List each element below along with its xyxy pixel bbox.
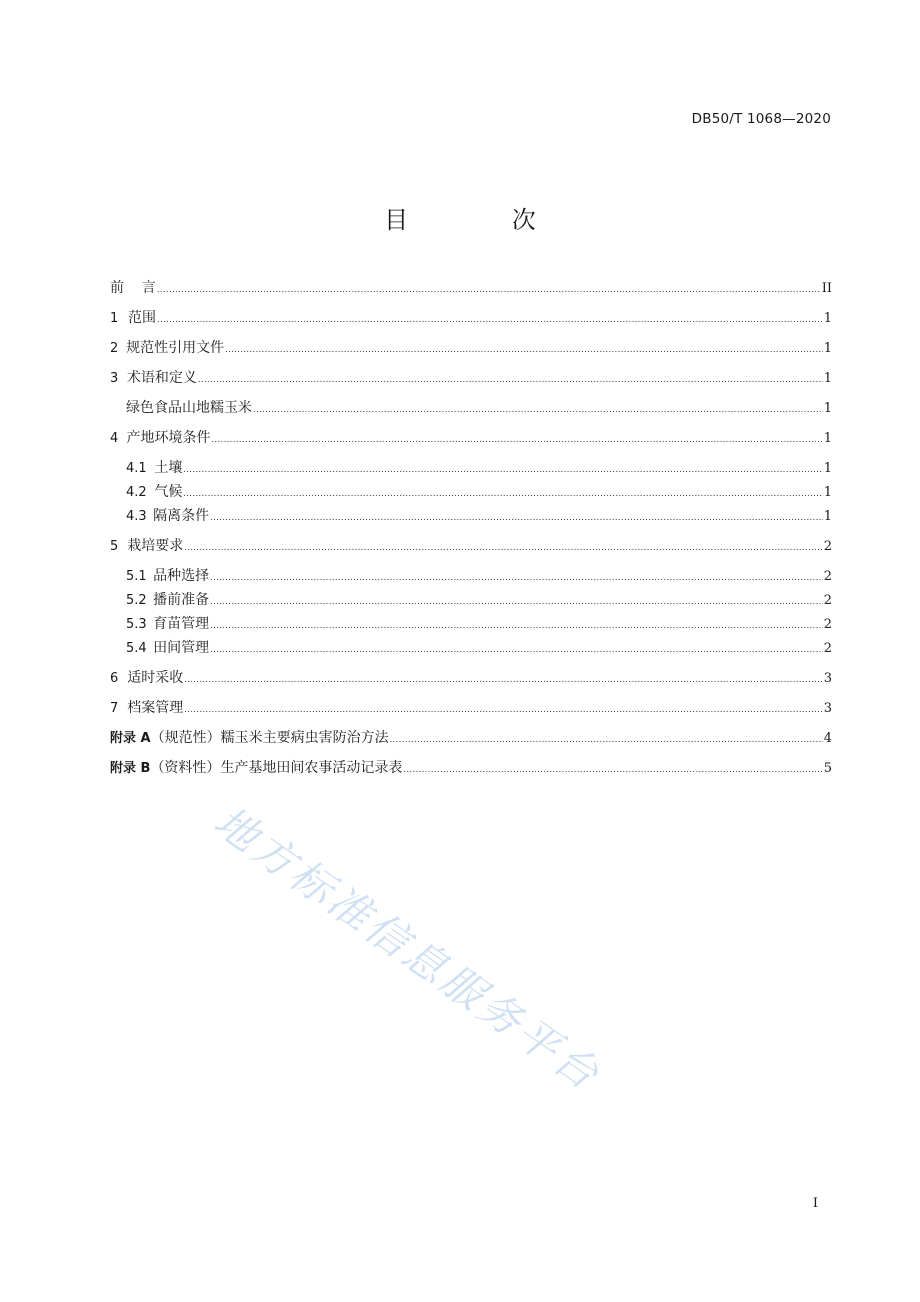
toc-label: 田间管理	[153, 640, 210, 656]
toc-number: 附录 A	[110, 731, 151, 746]
toc-page: 2	[823, 593, 832, 608]
toc-label: 前 言	[110, 280, 156, 296]
toc-page: 2	[823, 569, 832, 584]
toc-page: 2	[823, 539, 832, 554]
toc-entry-2[interactable]	[110, 338, 832, 358]
toc-label: 糯玉米主要病虫害防治方法	[220, 730, 389, 746]
toc-leader	[212, 428, 823, 450]
toc-leader	[403, 758, 822, 780]
toc-page: 1	[823, 311, 832, 326]
toc-page: 1	[823, 431, 832, 446]
toc-leader	[253, 398, 823, 420]
toc-leader	[157, 278, 821, 300]
toc-leader	[184, 536, 822, 558]
page-number: I	[812, 1196, 818, 1211]
toc-leader	[184, 668, 822, 690]
standard-code: DB50/T 1068—2020	[691, 111, 831, 127]
toc-leader	[183, 458, 822, 480]
toc-label: 气候	[154, 484, 183, 500]
toc-label: 育苗管理	[153, 616, 210, 632]
toc-page: 1	[823, 461, 832, 476]
toc-page: 3	[823, 701, 832, 716]
toc-entry-4-2[interactable]	[126, 482, 832, 502]
toc-entry-5-4[interactable]	[126, 638, 832, 658]
toc-number: 4.2	[126, 485, 147, 500]
toc-page: 4	[823, 731, 832, 746]
toc-leader	[184, 698, 822, 720]
toc-leader	[210, 614, 823, 636]
watermark: 地方标准信息服务平台	[205, 796, 611, 1101]
toc-page: II	[821, 281, 832, 296]
toc-entry-5-2[interactable]	[126, 590, 832, 610]
toc-label: 范围	[127, 310, 156, 326]
toc-leader	[157, 308, 823, 330]
toc-label: 产地环境条件	[126, 430, 211, 446]
toc-entry-5-1[interactable]	[126, 566, 832, 586]
toc-number: 5.4	[126, 641, 147, 656]
page-title: 目 次	[384, 206, 584, 234]
toc-number: 3	[110, 371, 119, 386]
toc-leader	[210, 506, 823, 528]
toc-label: 绿色食品山地糯玉米	[126, 400, 252, 416]
toc-appendix-type: （资料性）	[150, 760, 221, 776]
toc-number: 1	[110, 311, 119, 326]
toc-label: 隔离条件	[153, 508, 210, 524]
toc-number: 7	[110, 701, 119, 716]
toc-label: 播前准备	[153, 592, 210, 608]
toc-entry-1[interactable]	[110, 308, 832, 328]
toc-label: 适时采收	[127, 670, 184, 686]
toc-page: 3	[823, 671, 832, 686]
toc-label: 品种选择	[153, 568, 210, 584]
toc-page: 1	[823, 485, 832, 500]
toc-number: 5.3	[126, 617, 147, 632]
toc-leader	[210, 590, 823, 612]
toc-entry-5[interactable]	[110, 536, 832, 556]
toc-entry-4[interactable]	[110, 428, 832, 448]
toc-page: 1	[823, 509, 832, 524]
toc-entry-appendix-a[interactable]	[110, 728, 832, 748]
toc-number: 5.1	[126, 569, 147, 584]
toc-page: 2	[823, 617, 832, 632]
toc-label: 土壤	[154, 460, 183, 476]
toc-entry-5-3[interactable]	[126, 614, 832, 634]
toc-entry-appendix-b[interactable]	[110, 758, 832, 778]
toc-page: 1	[823, 401, 832, 416]
toc-entry-4-3[interactable]	[126, 506, 832, 526]
toc-page: 1	[823, 341, 832, 356]
toc-leader	[225, 338, 823, 360]
toc-label: 规范性引用文件	[126, 340, 225, 356]
toc-entry-7[interactable]	[110, 698, 832, 718]
toc-number: 6	[110, 671, 119, 686]
toc-leader	[210, 566, 823, 588]
toc-number: 4.1	[126, 461, 147, 476]
toc-label: 生产基地田间农事活动记录表	[220, 760, 403, 776]
toc-leader	[390, 728, 823, 750]
toc-page: 1	[823, 371, 832, 386]
toc-leader	[183, 482, 822, 504]
toc-entry-3[interactable]	[110, 368, 832, 388]
toc-label: 术语和定义	[126, 370, 197, 386]
toc-number: 2	[110, 341, 119, 356]
toc-label: 栽培要求	[127, 538, 184, 554]
toc-number: 4.3	[126, 509, 147, 524]
toc-leader	[210, 638, 823, 660]
toc-number: 附录 B	[110, 761, 151, 776]
toc-entry-foreword[interactable]	[110, 278, 832, 298]
toc-appendix-type: （规范性）	[150, 730, 221, 746]
toc-entry-term[interactable]	[126, 398, 832, 418]
toc-page: 5	[823, 761, 832, 776]
toc-entry-6[interactable]	[110, 668, 832, 688]
toc-leader	[198, 368, 823, 390]
toc-number: 4	[110, 431, 119, 446]
toc-page: 2	[823, 641, 832, 656]
toc-entry-4-1[interactable]	[126, 458, 832, 478]
toc-number: 5	[110, 539, 119, 554]
toc-label: 档案管理	[127, 700, 184, 716]
toc-number: 5.2	[126, 593, 147, 608]
